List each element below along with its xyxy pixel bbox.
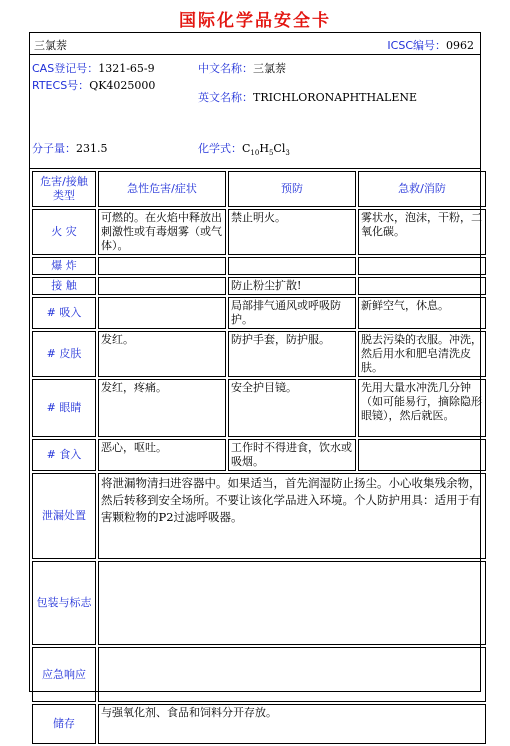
- fire-symptoms: 可燃的。在火焰中释放出刺激性或有毒烟雾（或气体）。: [98, 209, 226, 255]
- contact-first-aid: [358, 277, 486, 295]
- table-row-eyes: [32, 379, 486, 437]
- row-label-packaging: 包装与标志: [32, 561, 96, 645]
- ingestion-first-aid: [358, 439, 486, 471]
- chinese-name: [198, 60, 286, 76]
- ingestion-prevention: 工作时不得进食，饮水或吸烟。: [228, 439, 356, 471]
- row-label-spill: 泄漏处置: [32, 473, 96, 559]
- inhalation-first-aid: 新鲜空气，休息。: [358, 297, 486, 329]
- table-row-ingestion: [32, 439, 486, 471]
- explosion-first-aid: [358, 257, 486, 275]
- inhalation-symptoms: [98, 297, 226, 329]
- skin-prevention: 防护手套，防护服。: [228, 331, 356, 377]
- table-header-row: [32, 171, 486, 207]
- table-row-fire: [32, 209, 486, 255]
- fire-prevention: 禁止明火。: [228, 209, 356, 255]
- table-row-spill: [32, 473, 486, 559]
- skin-first-aid: 脱去污染的衣服。冲洗，然后用水和肥皂清洗皮肤。: [358, 331, 486, 377]
- eyes-prevention: 安全护目镜。: [228, 379, 356, 437]
- contact-prevention: 防止粉尘扩散!: [228, 277, 356, 295]
- icsc-label: ICSC编号：: [387, 39, 446, 52]
- rtecs-label: RTECS号：: [32, 79, 90, 92]
- formula-c: C: [242, 142, 251, 155]
- table-row-skin: [32, 331, 486, 377]
- col-header-symptoms: 急性危害/症状: [98, 171, 226, 207]
- cn-label: 中文名称：: [198, 62, 253, 75]
- hazard-table: [30, 169, 488, 746]
- row-label-explosion: 爆 炸: [32, 257, 96, 275]
- storage-text: 与强氧化剂、食品和饲料分开存放。: [98, 704, 486, 744]
- row-label-fire: 火 灾: [32, 209, 96, 255]
- skin-symptoms: 发红。: [98, 331, 226, 377]
- contact-symptoms: [98, 277, 226, 295]
- col-header-first-aid: 急救/消防: [358, 171, 486, 207]
- row-label-ingestion: # 食入: [32, 439, 96, 471]
- safety-card: [29, 32, 482, 730]
- name-row: [30, 33, 480, 55]
- ingestion-symptoms: 恶心，呕吐。: [98, 439, 226, 471]
- row-label-storage: 储存: [32, 704, 96, 744]
- cas-label: CAS登记号：: [32, 62, 99, 75]
- row-label-emergency: 应急响应: [32, 647, 96, 702]
- eyes-first-aid: 先用大量水冲洗几分钟（如可能易行，摘除隐形眼镜），然后就医。: [358, 379, 486, 437]
- en-value: TRICHLORONAPHTHALENE: [253, 91, 418, 104]
- mw-value: 231.5: [76, 142, 108, 155]
- formula-c-count: 10: [250, 149, 260, 158]
- explosion-prevention: [228, 257, 356, 275]
- table-row-storage: [32, 704, 486, 744]
- row-label-eyes: # 眼睛: [32, 379, 96, 437]
- row-label-inhalation: # 吸入: [32, 297, 96, 329]
- cn-value: 三氯萘: [253, 62, 286, 75]
- table-row-emergency: [32, 647, 486, 702]
- formula-label: 化学式：: [198, 142, 242, 155]
- fire-first-aid: 雾状水，泡沫，干粉，二氧化碳。: [358, 209, 486, 255]
- molecular-weight: [32, 140, 108, 156]
- chemical-formula: [198, 140, 290, 157]
- row-label-contact: 接 触: [32, 277, 96, 295]
- col-header-prevention: 预防: [228, 171, 356, 207]
- table-row-packaging: [32, 561, 486, 645]
- packaging-text: [98, 561, 486, 645]
- formula-cl-count: 3: [285, 149, 290, 158]
- inhalation-prevention: 局部排气通风或呼吸防护。: [228, 297, 356, 329]
- table-row-inhalation: [32, 297, 486, 329]
- en-label: 英文名称：: [198, 91, 253, 104]
- english-name: [198, 89, 417, 105]
- rtecs-value: QK4025000: [89, 79, 156, 92]
- chemical-name: 三氯萘: [34, 39, 67, 52]
- col-header-type: 危害/接触类型: [32, 171, 96, 207]
- mw-label: 分子量：: [32, 142, 76, 155]
- formula-h-count: 5: [268, 149, 274, 158]
- emergency-text: [98, 647, 486, 702]
- cas-value: 1321-65-9: [98, 62, 155, 75]
- cas-number: [32, 60, 155, 76]
- identifiers-block: [30, 55, 480, 169]
- eyes-symptoms: 发红，疼痛。: [98, 379, 226, 437]
- card-title: 国际化学品安全卡: [179, 11, 331, 31]
- formula-cl: Cl: [273, 142, 286, 155]
- rtecs-number: [32, 77, 155, 93]
- formula-h: H: [259, 142, 269, 155]
- explosion-symptoms: [98, 257, 226, 275]
- icsc-value: 0962: [446, 39, 474, 52]
- row-label-skin: # 皮肤: [32, 331, 96, 377]
- table-row-explosion: [32, 257, 486, 275]
- table-row-contact: [32, 277, 486, 295]
- spill-text: 将泄漏物清扫进容器中。如果适当，首先润湿防止扬尘。小心收集残余物，然后转移到安全场所。不要让该化学品进入环境。个人防护用具：适用于有害颗粒物的P2过滤呼吸器。: [98, 473, 486, 559]
- icsc-number: [387, 37, 474, 53]
